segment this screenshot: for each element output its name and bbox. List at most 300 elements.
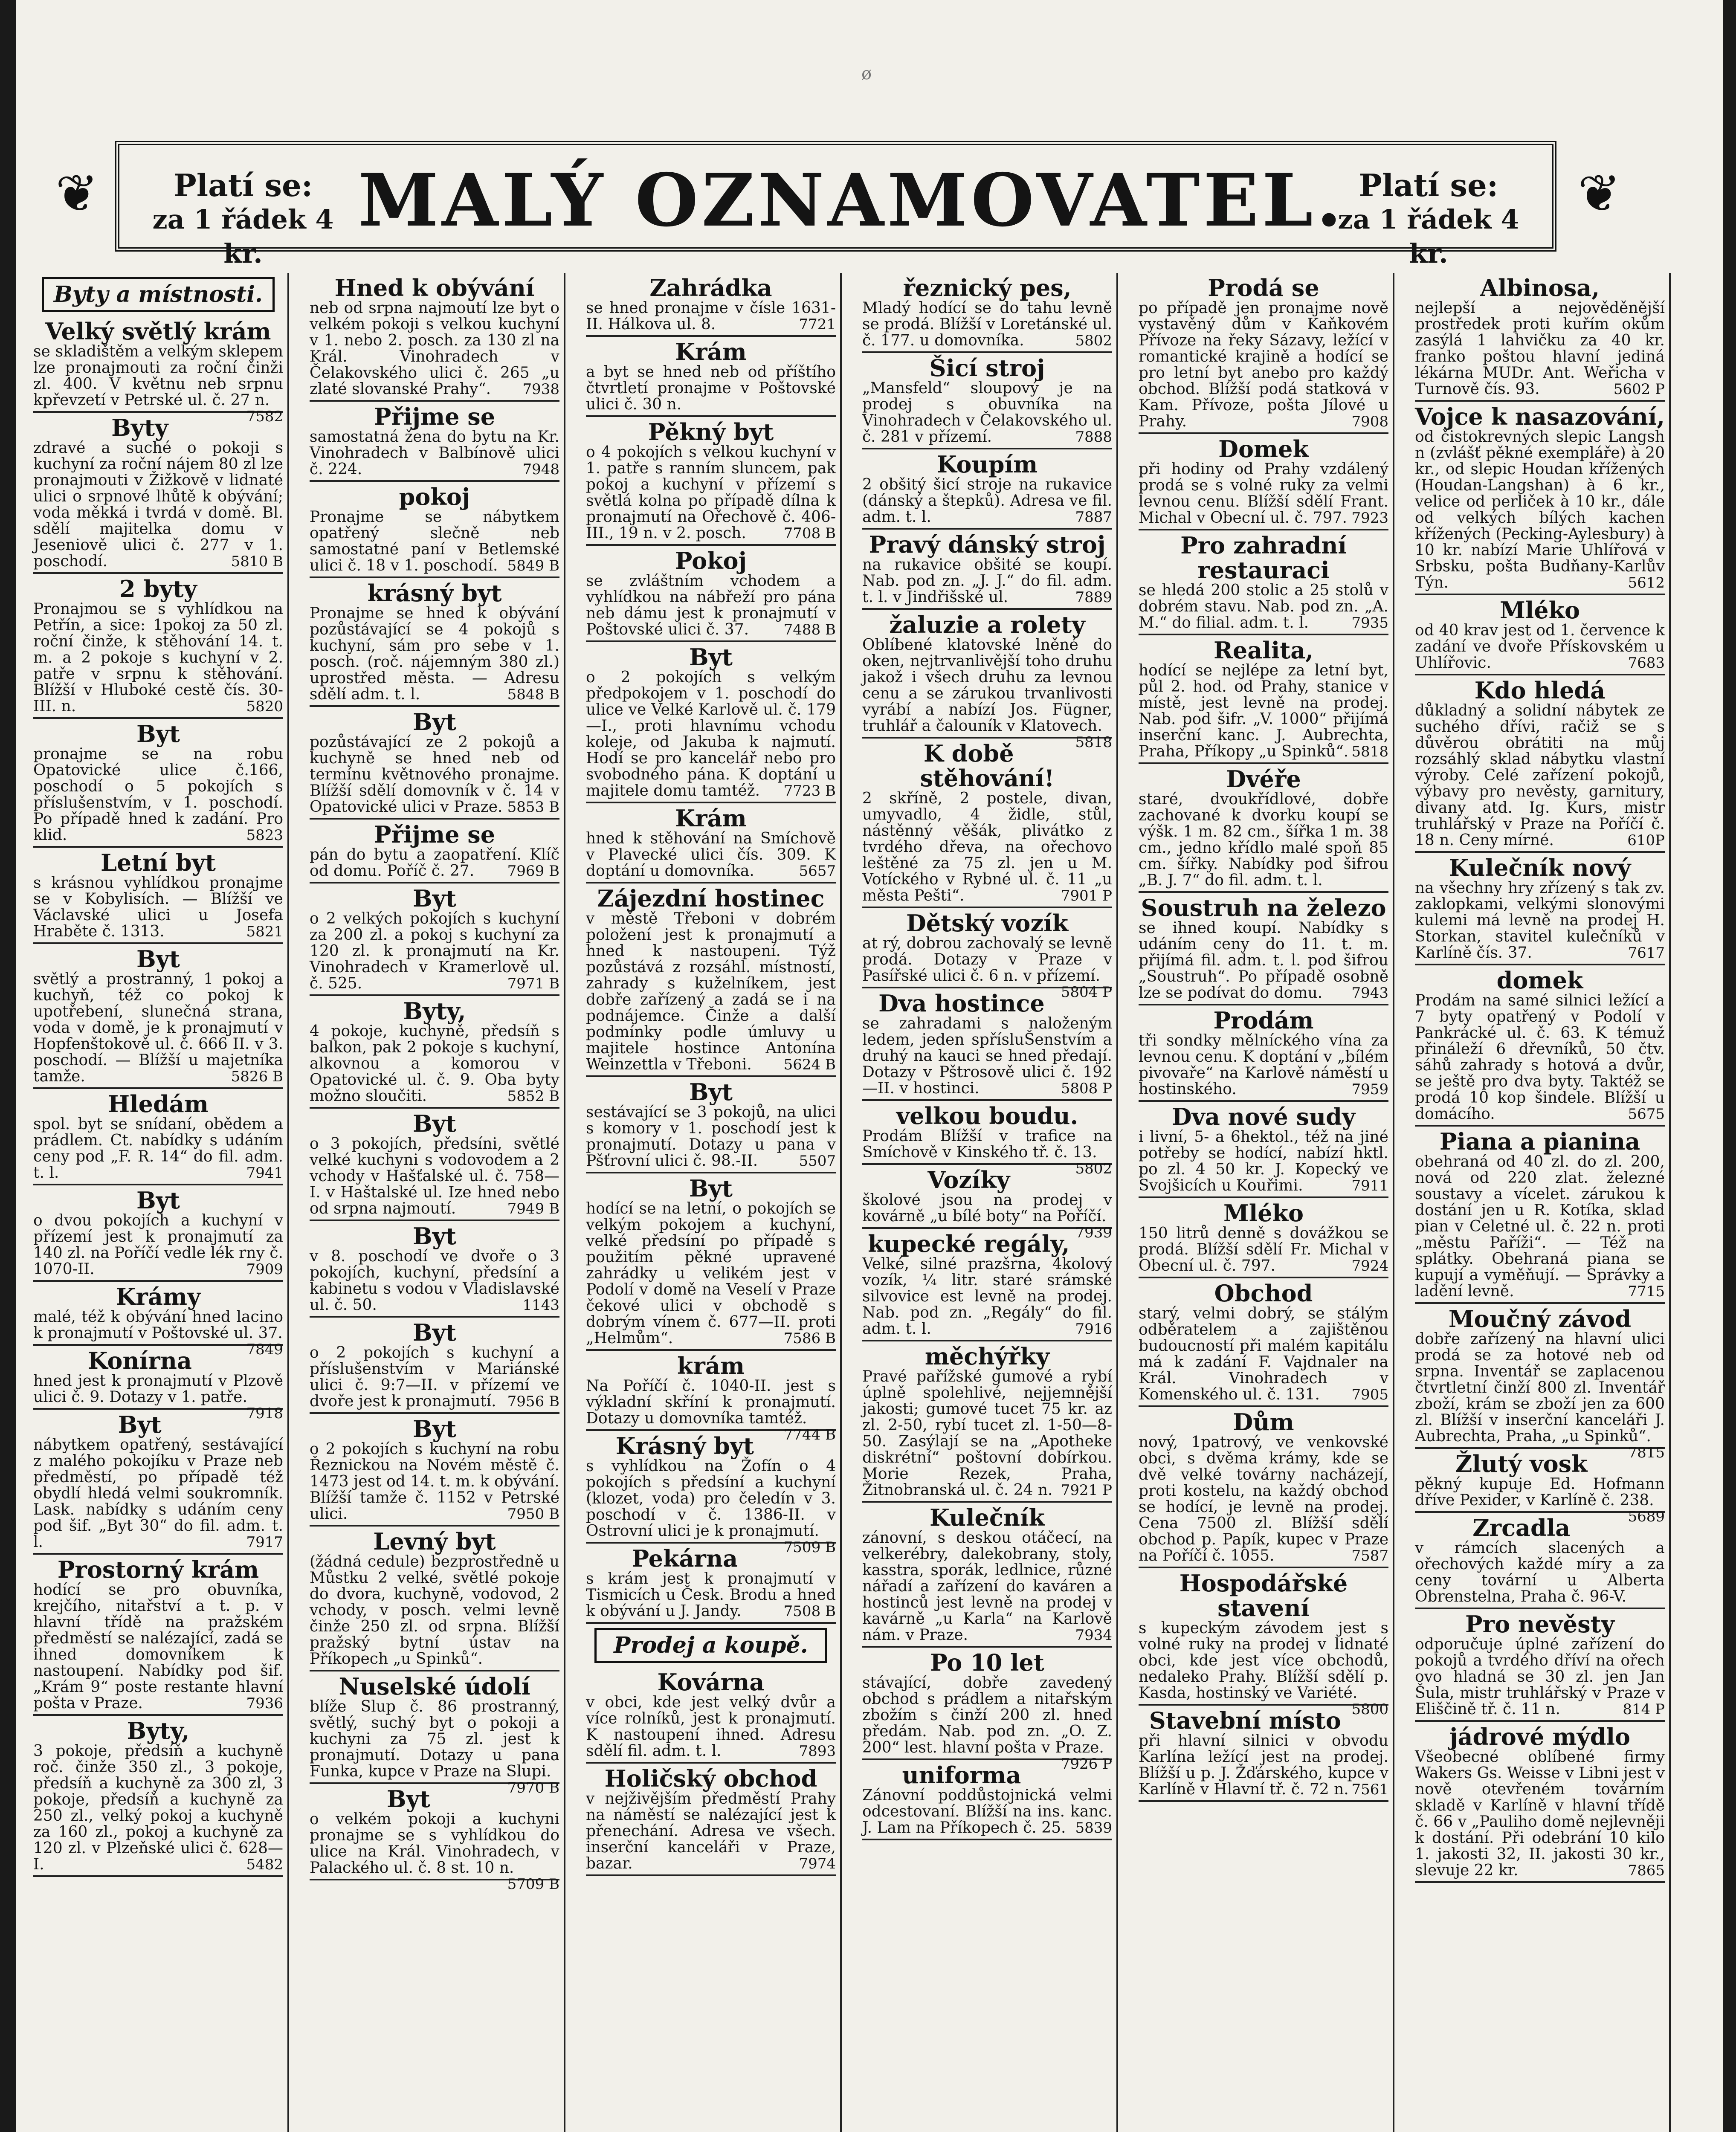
ad-title: Kovárna — [657, 1669, 765, 1696]
ad-title: Prodám — [1213, 1007, 1314, 1034]
ad-title: Byt — [413, 1415, 456, 1443]
section-heading: Prodej a koupě. — [594, 1628, 827, 1663]
ad-number: 7941 — [246, 1164, 283, 1182]
ad-text: Pronajme se nábytkem opatřený slečně neb samostatné paní v Betlemské ulici č. 18 v 1. poschodí. 5849 B — [310, 508, 559, 574]
ad-text: samostatná žena do bytu na Kr. Vinohradech v Balbínově ulici č. 224. 7948 — [310, 428, 559, 478]
ad-text: (žádná cedule) bezprostředně u Můstku 2 velké, světlé pokoje do dvora, kuchyně, vodovod, 2 vchody, v posch. velmi levně činže 250 zl. od srpna. Blížší pražský bytní ústav na Příkopech „u Spinků“. — [310, 1553, 559, 1668]
ad-number: 7950 B — [507, 1506, 559, 1523]
ad-text: pozůstávající ze 2 pokojů a kuchyně se hned neb od termínu květnového pronajme. Blížší sdělí domovník v č. 14 v Opatovické ulici v Praze. 5853 B — [310, 733, 559, 816]
ad-title: Albinosa, — [1480, 274, 1600, 301]
ad-number: 7948 — [522, 461, 559, 478]
classified-ad — [586, 337, 836, 417]
ad-text: nový, 1patrový, ve venkovské obci, s dvěma krámy, kde se dvě velké továrny nacházejí, proti kostelu, na každý obchod se hodící, je levně na prodej. Cena 7500 zl. Blížší sdělí obchod p. Papík, kupec v Praze na Poříčí č. 1055. 7587 — [1139, 1434, 1388, 1564]
ad-title: Byt — [136, 720, 180, 747]
ad-title: Velký světlý krám — [45, 318, 271, 345]
classified-ad — [1139, 1568, 1388, 1718]
ad-text: se hledá 200 stolic a 25 stolů v dobrém stavu. Nab. pod zn. „A. M.“ do filial. adm. t. l. 7935 — [1139, 582, 1388, 631]
classified-ad — [586, 417, 836, 546]
price-note-left-line2: za 1 řádek 4 kr. — [152, 204, 334, 269]
ad-text: světlý a prostranný, 1 pokoj a kuchyň, též co pokoj k upotřebení, slunečná strana, voda v domě, je k pronajmutí v Hopfenštokově ul. č. 666 II. v 3. poschodí. — Blížší u majetníka tamže. 5826 B — [33, 970, 283, 1085]
ad-title: Byt — [386, 1785, 430, 1813]
ad-number: 7561 — [1351, 1781, 1388, 1798]
classified-ad — [310, 884, 559, 996]
ad-title: Byty, — [127, 1717, 190, 1744]
ad-number: 5689 — [1628, 1508, 1665, 1525]
classified-ad — [586, 1764, 836, 1876]
classified-ad — [33, 316, 283, 425]
classified-ad — [586, 546, 836, 642]
ad-text: Oblíbené klatovské lněné do oken, nejtrvanlivější toho druhu jakož i všech druhu za levnou cenu a se zárukou trvanlivosti vyrábí a nabízí Jos. Fügner, truhlář a čalouník v Klatovech. 5818 — [862, 636, 1112, 751]
ad-title: Vojce k nasazování, — [1415, 403, 1665, 430]
ad-title: Mléko — [1223, 1199, 1304, 1227]
ad-title: Byt — [136, 1187, 180, 1214]
ad-text: se zvláštním vchodem a vyhlídkou na nábřeží pro pána neb dámu jest k pronajmutí v Poštovské ulici č. 37. 7488 B — [586, 572, 836, 638]
ad-number: 7911 — [1351, 1177, 1388, 1194]
right-ornament-icon: ❦ — [1578, 164, 1621, 223]
classified-ad — [310, 1527, 559, 1671]
classified-ad — [33, 1346, 283, 1422]
ad-text: nábytkem opatřený, sestávající z malého pokojíku v Praze neb předměstí, po případě též obydlí hledá velmi soukromník. Lask. nabídky s udáním ceny pod šif. „Byt 30“ do fil. adm. t. l. 7917 — [33, 1436, 283, 1551]
classified-ad — [1415, 1127, 1665, 1304]
ad-title: Nuselské údolí — [339, 1673, 530, 1700]
ad-number: 7708 B — [783, 525, 836, 542]
ad-number: 7865 — [1628, 1862, 1665, 1879]
ad-text: Pravé pařížské gumové a rybí úplně spolehlivé, nejjemnější jakosti; gumové tucet 75 kr. az zl. 2-50, rybí tucet zl. 1-50—8-50. Zasýlají se na „Apotheke diskrétní“ poštovní dobírkou. Morie Rezek, Praha, Žitnobranská ul. č. 24 n. 7921 P — [862, 1368, 1112, 1499]
ad-number: 5709 B — [507, 1876, 559, 1893]
ad-number: 7909 — [246, 1261, 283, 1278]
ad-text: odporučuje úplné zařízení do pokojů a tvrdého dříví na ořech ovo hladná se 30 zl. jen Jan Šula, mistr truhlářský v Praze v Eliščině tř. č. 11 n. 814 P — [1415, 1636, 1665, 1718]
classified-ad — [33, 413, 283, 574]
classified-ad — [862, 1165, 1112, 1241]
ad-number: 5507 — [799, 1153, 836, 1170]
classified-ad — [1415, 1304, 1665, 1461]
ad-title: Byty — [111, 414, 168, 441]
ad-title: Vozíky — [927, 1166, 1010, 1193]
ad-number: 7916 — [1075, 1321, 1112, 1338]
ad-text: spol. byt se snídaní, obědem a prádlem. Ct. nabídky s udáním ceny pod „F. R. 14“ do fil. adm. t. l. 7941 — [33, 1115, 283, 1182]
ad-text: na všechny hry zřízený s tak zv. zaklopkami, velkými slonovými kulemi má levně na prodej H. Storkan, stavitel kulečníků v Karlíně čís. 37. 7617 — [1415, 879, 1665, 962]
classified-ad — [1139, 635, 1388, 764]
header-banner — [55, 141, 1621, 269]
ad-text: Pronajmou se s vyhlídkou na Petřín, a sice: 1pokoj za 50 zl. roční činže, k stěhování 14. t. m. a 2 pokoje s kuchyní v 2. patře v srpnu k stěhování. Blížší v Hluboké cestě čís. 30-III. n. 5820 — [33, 600, 283, 715]
ad-text: starý, velmi dobrý, se stálým odběratelem a zajištěnou budoucností při malém kapitálu má k zadání F. Vajdnaler na Král. Vinohradech v Komenského ul. č. 131. 7905 — [1139, 1305, 1388, 1403]
ad-number: 5818 — [1351, 743, 1388, 760]
column-1 — [29, 273, 289, 2132]
ad-number: 7587 — [1351, 1547, 1388, 1564]
ad-title: Dvéře — [1226, 765, 1301, 793]
page-mark: ø — [861, 64, 872, 84]
ad-title: Prostorný krám — [57, 1556, 259, 1583]
classified-ad — [862, 449, 1112, 530]
ad-number: 7908 — [1351, 413, 1388, 430]
ad-text: o 2 pokojích s kuchyní a příslušenstvím v Mariánské ulici č. 9:7—II. v přízemí ve dvoře jest k pronajmutí. 7956 B — [310, 1344, 559, 1410]
ad-number: 5852 B — [507, 1088, 559, 1105]
ad-title: Pro nevěsty — [1465, 1611, 1614, 1638]
ad-text: hodící se na letní, o pokojích se velkým pokojem a kuchyní, velké předsíní po případě s použitím pěkné upravené zahrádky u velikém jest v Podolí v domě na Veselí v Praze čekové ulici v obchodě s dobrým vínem č. 677—II. proti „Helmům“. 7586 B — [586, 1200, 836, 1347]
ad-number: 5853 B — [507, 799, 559, 816]
classified-ad — [33, 944, 283, 1089]
ad-number: 7918 — [246, 1405, 283, 1422]
ad-text: pán do bytu a zaopatření. Klíč od domu. Poříč č. 27. 7969 B — [310, 846, 559, 880]
classified-ad — [586, 642, 836, 803]
ad-number: 7959 — [1351, 1081, 1388, 1098]
ad-title: měchýřky — [925, 1343, 1050, 1370]
classified-ad — [1139, 434, 1388, 530]
ad-number: 7617 — [1628, 944, 1665, 962]
ad-number: 7921 P — [1061, 1482, 1112, 1499]
classified-ad — [1415, 273, 1665, 402]
classified-columns — [29, 273, 1684, 2132]
ad-text: o 2 velkých pokojích s kuchyní za 200 zl. a pokoj s kuchyní za 120 zl. k pronajmutí na Kr. Vinohradech v Kramerlově ul. č. 525. 7971 B — [310, 910, 559, 992]
ad-text: po případě jen pronajme nově vystavěný dům v Kaňkovém Přívoze na řeky Sázavy, ležící v romantické krajině a hodící se pro letní byt anebo pro každý obchod. Blížší podá statková v Kam. Přívoze, pošta Jílové u Prahy. 7908 — [1139, 299, 1388, 430]
ad-title: žaluzie a rolety — [889, 611, 1085, 638]
classified-ad — [862, 530, 1112, 610]
ad-title: Byt — [413, 1222, 456, 1250]
ad-text: v 8. poschodí ve dvoře o 3 pokojích, kuchyní, předsíní a kabinetu s vodou v Vladislavské ul. č. 50. 1143 — [310, 1248, 559, 1314]
classified-ad — [1415, 965, 1665, 1127]
ad-text: neb od srpna najmoutí lze byt o velkém pokoji s velkou kuchyní v 1. nebo 2. posch. za 130 zl na Král. Vinohradech v Čelakovského ulici č. 265 „u zlaté slovanské Prahy“. 7938 — [310, 299, 559, 398]
ad-number: 7683 — [1628, 655, 1665, 672]
ad-number: 7938 — [522, 381, 559, 398]
classified-ad — [862, 273, 1112, 353]
ad-text: malé, též k obývání hned lacino k pronajmutí v Poštovské ul. 37. 7849 — [33, 1308, 283, 1358]
classified-ad — [33, 1555, 283, 1716]
classified-ad — [310, 1109, 559, 1221]
classified-ad — [586, 1431, 836, 1556]
ad-number: 5802 — [1075, 332, 1112, 349]
ad-text: při hlavní silnici v obvodu Karlína ležící jest na prodej. Blížší u p. J. Žďárského, kupce v Karlíně v Hlavní tř. č. 72 n. 7561 — [1139, 1732, 1388, 1798]
section-heading: Byty a místnosti. — [42, 277, 275, 312]
ad-title: Přijme se — [374, 403, 496, 430]
ad-text: 4 pokoje, kuchyně, předsíň s balkon, pak 2 pokoje s kuchyní, alkovnou a komorou v Opatovické ul. č. 9. Oba byty možno sloučiti. 5852 B — [310, 1023, 559, 1105]
ad-title: kupecké regály, — [868, 1230, 1070, 1257]
ad-number: 5820 — [246, 698, 283, 715]
ad-text: Zánovní poddůstojnická velmi odcestovaní. Blížší na ins. kanc. J. Lam na Příkopech č. 25. 5839 — [862, 1787, 1112, 1837]
ad-text: při hodiny od Prahy vzdálený prodá se s volné ruky za velmi levnou cenu. Blížší sdělí Frant. Michal v Obecní ul. č. 797. 7923 — [1139, 461, 1388, 527]
ad-number: 7969 B — [507, 863, 559, 880]
ad-number: 5823 — [246, 827, 283, 844]
ad-title: Hned k obývání — [334, 274, 535, 301]
ad-number: 5818 — [1075, 734, 1112, 751]
ad-number: 5849 B — [507, 557, 559, 574]
ad-text: se hned pronajme v čísle 1631-II. Hálkova ul. 8. 7721 — [586, 299, 836, 333]
classified-ad — [33, 1089, 283, 1185]
ad-title: krásný byt — [367, 579, 502, 607]
ad-title: K době stěhování! — [920, 740, 1055, 792]
ad-number: 610P — [1627, 832, 1665, 849]
ad-text: se skladištěm a velkým sklepem lze pronajmouti za roční činži zl. 400. V květnu neb srpnu kpřevzetí v Petrské ul. č. 27 n. 7582 — [33, 343, 283, 425]
ad-number: 5482 — [246, 1856, 283, 1873]
ad-number: 5826 B — [231, 1068, 283, 1085]
ad-title: Žlutý vosk — [1455, 1450, 1588, 1477]
classified-ad — [33, 574, 283, 719]
ad-text: na rukavice obšité se koupí. Nab. pod zn. „J. J.“ do fil. adm. t. l. v Jindřišské ul. 7889 — [862, 556, 1112, 606]
ad-title: Krám — [675, 805, 747, 832]
classified-ad — [310, 402, 559, 482]
classified-ad — [1139, 1278, 1388, 1407]
ad-number: 7893 — [799, 1743, 836, 1760]
ad-text: 150 litrů denně s dovážkou se prodá. Blížší sdělí Fr. Michal v Obecní ul. č. 797. 7924 — [1139, 1225, 1388, 1275]
classified-ad — [1415, 1449, 1665, 1525]
ad-number: 7715 — [1628, 1283, 1665, 1300]
ad-number: 7509 B — [783, 1539, 836, 1556]
classified-ad — [33, 719, 283, 848]
ad-text: důkladný a solidní nábytek ze suchého dřívi, račiž se s důvěrou obrátiti na můj rozsáhlý sklad nábytku vlastní výroby. Celé zařízení pokojů, výbavy pro nevěsty, garnitury, divany atd. Ig. Kurs, mistr truhlářský v Praze na Poříčí č. 18 n. Ceny mírné. 610P — [1415, 702, 1665, 849]
column-4 — [858, 273, 1118, 2132]
ad-text: Mladý hodící se do tahu levně se prodá. Blížší v Loretánské ul. č. 177. u domovníka. 5802 — [862, 299, 1112, 349]
classified-ad — [33, 848, 283, 944]
ad-title: Pokoj — [675, 547, 747, 574]
classified-ad — [33, 1282, 283, 1358]
classified-ad — [862, 1101, 1112, 1177]
classified-ad — [310, 1221, 559, 1318]
ad-text: obehraná od 40 zl. do zl. 200, nová od 220 zlat. železné soustavy a vícelet. zárukou k dostání jen u R. Kotíka, sklad pian v Celetné ul. č. 22 n. proti „městu Paříži“. — Též na splátky. Obehraná piana se kupují a vyměňují. — Správky a ladění levně. 7715 — [1415, 1153, 1665, 1300]
classified-ad — [1139, 273, 1388, 434]
ad-number: 5808 P — [1061, 1080, 1112, 1097]
classified-ad — [862, 1503, 1112, 1648]
ad-title: Zájezdní hostinec — [597, 885, 825, 912]
ad-number: 5612 — [1628, 574, 1665, 591]
ad-text: se ihned koupí. Nabídky s udáním ceny do 11. t. m. přijímá fil. adm. t. l. pod šifrou „Soustruh“. Po případě osobně lze se podívat do domu. 7943 — [1139, 919, 1388, 1002]
ad-text: Všeobecné oblíbené firmy Wakers Gs. Weisse v Libni jest v nově otevřeném továrním skladě v Karlíně v hlavní třídě č. 66 v „Pauliho domě nejlevněji k dostání. Při odebrání 10 kilo 1. jakosti 32, II. jakosti 30 kr., slevuje 22 kr. 7865 — [1415, 1748, 1665, 1879]
ad-text: dobře zařízený na hlavní ulici prodá se za hotové neb od srpna. Inventář se zaplacenou čtvrtletní činží 800 zl. Inventář zboží, krám se zboží jen za 600 zl. Blížší v inserční kanceláři J. Aubrechta, Praha, „u Spinků“. 7815 — [1415, 1330, 1665, 1461]
left-page-edge — [0, 0, 16, 2132]
ad-title: Dva hostince — [878, 990, 1045, 1017]
newspaper-section-title: MALÝ OZNAMOVATEL. — [358, 158, 1345, 243]
column-6 — [1411, 273, 1671, 2132]
ad-text: školové jsou na prodej v kovárně „u bílé boty“ na Poříčí. 7939 — [862, 1191, 1112, 1241]
ad-text: v nejživějším předměstí Prahy na náměstí se nalézající jest k přenechání. Adresa ve všech. inserční kanceláři v Praze, bazar. 7974 — [586, 1790, 836, 1872]
ad-number: 7974 — [799, 1855, 836, 1872]
ad-title: Stavební místo — [1149, 1707, 1341, 1734]
price-note-right — [1318, 168, 1539, 271]
ad-number: 7849 — [246, 1341, 283, 1358]
ad-title: Byt — [689, 643, 733, 671]
column-3 — [582, 273, 842, 2132]
column-2 — [305, 273, 565, 2132]
ad-number: 5624 B — [783, 1056, 836, 1073]
classified-ad — [862, 908, 1112, 1001]
ad-number: 5804 P — [1061, 984, 1112, 1001]
ad-title: Holičský obchod — [604, 1765, 817, 1792]
ad-number: 5848 B — [507, 686, 559, 703]
classified-ad — [1139, 764, 1388, 893]
ad-text: Na Poříčí č. 1040-II. jest s výkladní skříní k pronajmutí. Dotazy u domovníka tamtéž. 7744 B — [586, 1377, 836, 1443]
ad-title: Byt — [118, 1411, 162, 1438]
ad-title: Byt — [413, 708, 456, 736]
classified-ad — [1139, 1407, 1388, 1568]
ad-title: Soustruh na železo — [1141, 894, 1386, 921]
ad-text: hned k stěhování na Smíchově v Plavecké ulici čís. 309. K doptání u domovníka. 5657 — [586, 830, 836, 880]
ad-title: Moučný závod — [1448, 1305, 1632, 1332]
classified-ad — [310, 273, 559, 402]
ad-number: 7943 — [1351, 985, 1388, 1002]
classified-ad — [1415, 595, 1665, 675]
ad-number: 7905 — [1351, 1386, 1388, 1403]
ad-title: jádrové mýdlo — [1449, 1723, 1631, 1750]
ad-title: Kulečník — [930, 1504, 1045, 1531]
ad-title: Hospodářské stavení — [1179, 1570, 1348, 1622]
ad-number: 7723 B — [783, 782, 836, 800]
ad-text: o 3 pokojích, předsíni, světlé velké kuchyni s vodovodem a 2 vchody v Hašťalské ul. č. 758—I. v Haštalské ul. Ize hned nebo od srpna najmoutí. 7949 B — [310, 1135, 559, 1217]
ad-text: Pronajme se hned k obývání pozůstávající se 4 pokojů s kuchyní, sám pro sebe v 1. posch. (roč. nájemným 380 zl.) uprostřed města. — Adresu sdělí adm. t. l. 5848 B — [310, 605, 559, 703]
classified-ad — [1139, 1198, 1388, 1278]
ad-number: 7970 B — [507, 1779, 559, 1796]
ad-text: od čistokrevných slepic Langsh n (zvlášť pěkné exempláře) à 20 kr., od slepic Houdan křížených (Houdan-Langshan) à 6 kr., velice od perliček à 10 kr., dále od velkých bílých kachen křížených (Pecking-Aylesbury) à 10 kr. nabízí Marie Uhlířová v Srbsku, pošta Budňany-Karlův Týn. 5612 — [1415, 428, 1665, 591]
ad-text: zánovní, s deskou otáčecí, na velkerébry, dalekobrany, stoly, kasstra, sporák, ledlnice, různé nářadí a zařízení do kaváren a hostinců jest levně na prodej v kavárně „u Karla“ na Karlově nám. v Praze. 7934 — [862, 1529, 1112, 1644]
ad-title: Byt — [413, 885, 456, 912]
ad-title: Šicí stroj — [929, 354, 1045, 382]
ad-title: Byt — [689, 1175, 733, 1202]
classified-ad — [1415, 1513, 1665, 1609]
classified-ad — [1415, 675, 1665, 853]
ad-title: 2 byty — [119, 575, 197, 603]
ad-text: v městě Třeboni v dobrém položení jest k pronajmutí a hned k nastoupení. Týž pozůstává z rozsáhl. místností, zahrady s kuželníkem, jest dobře zařízený a zadá se i na podnájemce. Činže a další podmínky podle úmluvy u majitele hostince Antonína Weinzettla v Třeboni. 5624 B — [586, 910, 836, 1073]
ad-number: 5602 P — [1613, 381, 1665, 398]
ad-title: řeznický pes, — [903, 274, 1072, 301]
ad-text: s vyhlídkou na Žofín o 4 pokojích s předsíní a kuchyní (klozet, voda) pro čeledín v 3. poschodí v č. 1386-II. v Ostrovní ulici je k pronajmutí. 7509 B — [586, 1457, 836, 1556]
ad-title: Konírna — [87, 1347, 192, 1374]
ad-title: Obchod — [1214, 1280, 1313, 1307]
ad-title: Koupím — [936, 451, 1038, 478]
ad-number: 1143 — [522, 1297, 559, 1314]
classified-ad — [586, 1667, 836, 1764]
classified-ad — [862, 353, 1112, 449]
classified-ad — [1139, 893, 1388, 1005]
ad-number: 7971 B — [507, 975, 559, 992]
left-ornament-icon: ❦ — [55, 164, 99, 223]
classified-ad — [310, 996, 559, 1109]
classified-ad — [586, 1351, 836, 1443]
ad-number: 7936 — [246, 1695, 283, 1712]
ad-text: v rámcích slacených a ořechových každé míry a za ceny tovární u Alberta Obrenstelna, Praha č. 96-V. — [1415, 1539, 1665, 1605]
ad-number: 5657 — [799, 863, 836, 880]
ad-number: 7949 B — [507, 1200, 559, 1217]
ad-text: v obci, kde jest velký dvůr a více rolníků, jest k pronajmutí. K nastoupení ihned. Adresu sdělí fil. adm. t. l. 7893 — [586, 1694, 836, 1760]
ad-text: od 40 krav jest od 1. července k zadání ve dvoře Přískovském u Uhlířovic. 7683 — [1415, 622, 1665, 672]
ad-number: 7488 B — [783, 621, 836, 638]
ad-title: Mléko — [1499, 597, 1580, 624]
ad-title: Letní byt — [101, 849, 216, 876]
ad-number: 7939 — [1075, 1224, 1112, 1241]
classified-ad — [1139, 1706, 1388, 1802]
ad-number: 7901 P — [1061, 887, 1112, 904]
ad-text: o velkém pokoji a kuchyni pronajme se s vyhlídkou do ulice na Král. Vinohradech, v Palackého ul. č. 8 st. 10 n. 5709 B — [310, 1810, 559, 1893]
ad-text: hned jest k pronajmutí v Plzově ulici č. 9. Dotazy v 1. patře. 7918 — [33, 1372, 283, 1422]
ad-number: 7586 B — [783, 1330, 836, 1347]
ad-title: Realita, — [1214, 637, 1313, 664]
ad-title: Krámy — [116, 1283, 201, 1310]
classified-ad — [1415, 402, 1665, 595]
ad-title: Po 10 let — [930, 1649, 1044, 1676]
ad-number: 7744 B — [783, 1426, 836, 1443]
classified-ad — [586, 884, 836, 1077]
ad-title: Byty, — [403, 997, 466, 1025]
classified-ad — [33, 1185, 283, 1282]
classified-ad — [310, 1318, 559, 1414]
ad-title: Pravý dánský stroj — [869, 531, 1106, 558]
ad-number: 7582 — [246, 408, 283, 425]
ad-text: o 2 pokojích s velkým předpokojem v 1. poschodí do ulice ve Velké Karlově ul. č. 179—I., proti hlavnímu vchodu koleje, od Jakuba k najmutí. Hodí se pro kancelář nebo pro svobodného pána. K doptání u majitele domu tamtéž. 7723 B — [586, 669, 836, 800]
classified-ad — [1139, 1005, 1388, 1102]
classified-ad — [862, 739, 1112, 908]
ad-text: 2 obšitý šicí stroje na rukavice (dánský a štepků). Adresa ve fil. adm. t. l. 7887 — [862, 476, 1112, 526]
classified-ad — [586, 1077, 836, 1173]
classified-ad — [1139, 1102, 1388, 1198]
ad-text: 3 pokoje, předsíň a kuchyně roč. činže 350 zl., 3 pokoje, předsíň a kuchyně za 300 zl, 3 pokoje, předsíň a kuchyně za 250 zl., velký pokoj a kuchyně za 160 zl., pokoj a kuchyně za 120 zl. v Plzeňské ulici č. 628—I. 5482 — [33, 1742, 283, 1873]
ad-title: velkou boudu. — [896, 1102, 1078, 1130]
ad-title: Pěkný byt — [648, 418, 774, 446]
ad-title: Pro zahradní restauraci — [1180, 532, 1347, 584]
ad-title: uniforma — [902, 1761, 1021, 1789]
ad-number: 7508 B — [783, 1603, 836, 1620]
ad-title: Zahrádka — [649, 274, 772, 301]
ad-text: Prodám Blížší v trafice na Smíchově v Kinského tř. č. 13. 5802 — [862, 1127, 1112, 1177]
ad-title: Dva nové sudy — [1171, 1103, 1356, 1130]
ad-text: s kupeckým závodem jest s volné ruky na prodej v lidnaté obci, kde jest více obchodů, nedaleko Prahy. Blížší sdělí p. Kasda, hostinský ve Variété. 5800 — [1139, 1619, 1388, 1718]
ad-text: s krásnou vyhlídkou pronajme se v Kobylisích. — Blížší ve Václavské ulici u Josefa Hraběte č. 1313. 5821 — [33, 874, 283, 940]
ad-title: Hledám — [108, 1090, 209, 1118]
classified-ad — [862, 1229, 1112, 1341]
price-note-left — [132, 168, 354, 271]
ad-title: Krám — [675, 338, 747, 365]
ad-text: pronajme se na robu Opatovické ulice č.166, poschodí o 5 pokojích s příslušenstvím, v 1. poschodí. Po případě hned k zadání. Pro klid. 5823 — [33, 745, 283, 844]
ad-number: 7888 — [1075, 429, 1112, 446]
ad-number: 7917 — [246, 1534, 283, 1551]
classified-ad — [862, 1341, 1112, 1503]
column-5 — [1134, 273, 1394, 2132]
ad-number: 5821 — [246, 923, 283, 940]
ad-number: 7815 — [1628, 1444, 1665, 1461]
classified-ad — [1415, 1609, 1665, 1722]
ad-title: Byt — [689, 1078, 733, 1106]
ad-text: a byt se hned neb od příštího čtvrtletí pronajme v Poštovské ulici č. 30 n. — [586, 363, 836, 413]
classified-ad — [586, 1173, 836, 1351]
ad-text: o 2 pokojích s kuchyní na robu Řeznickou na Novém městě č. 1473 jest od 14. t. m. k obývání. Blížší tamže č. 1152 v Petrské ulici. 7950 B — [310, 1440, 559, 1523]
ad-text: blíže Slup č. 86 prostranný, světlý, suchý byt o pokoji a kuchyni za 75 zl. jest k pronajmutí. Dotazy u pana Funka, kupce v Praze na Slupi. 7970 B — [310, 1698, 559, 1796]
ad-text: sestávající se 3 pokojů, na ulici s komory v 1. poschodí jest k pronajmutí. Dotazy u pana v Pšťrovní ulici č. 98.-II. 5507 — [586, 1104, 836, 1170]
ad-number: 7721 — [799, 316, 836, 333]
ad-title: Kulečník nový — [1449, 854, 1631, 881]
classified-ad — [310, 820, 559, 884]
price-note-left-line1: Platí se: — [173, 167, 313, 203]
ad-number: 7935 — [1351, 614, 1388, 631]
ad-text: staré, dvoukřídlové, dobře zachované k dvorku koupí se výšk. 1 m. 82 cm., šířka 1 m. 38 cm., jedno křídlo malé spoň 85 cm. šířky. Nabídky pod šifrou „B. J. 7“ do fil. adm. t. l. — [1139, 791, 1388, 889]
ad-text: s krám jest k pronajmutí v Tismicích u Česk. Brodu a hned k obývání u J. Jandy. 7508 B — [586, 1570, 836, 1620]
ad-title: Krásný byt — [615, 1432, 754, 1460]
ad-title: Kdo hledá — [1474, 677, 1606, 704]
ad-number: 5839 — [1075, 1819, 1112, 1837]
ad-title: krám — [677, 1352, 745, 1379]
ad-text: hodící se pro obuvníka, krejčího, nitařství a t. p. v hlavní třídě na pražském předměstí se nalézající, zadá se ihned domovníkem k nastoupení. Nabídky pod šif. „Krám 9“ poste restante hlavní pošta v Praze. 7936 — [33, 1581, 283, 1712]
classified-ad — [33, 1716, 283, 1877]
classified-ad — [862, 610, 1112, 751]
ad-number: 7923 — [1351, 510, 1388, 527]
ad-title: Byt — [136, 945, 180, 973]
classified-ad — [586, 273, 836, 337]
classified-ad — [310, 707, 559, 820]
ad-text: nejlepší a nejověděnější prostředek proti kuřím okům zasýlá 1 lahvičku za 40 kr. franko poštou hlavní jediná lékárna MUDr. Ant. Weřicha v Turnově čís. 93. 5602 P — [1415, 299, 1665, 398]
classified-ad — [310, 1414, 559, 1527]
ad-number: 5810 B — [231, 553, 283, 570]
ad-text: Velké, silné prazšrna, 4kolový vozík, ¼ litr. staré srámské silvovice est levně na prodej. Nab. pod zn. „Regály“ do fil. adm. t. l. 7916 — [862, 1255, 1112, 1338]
ad-title: domek — [1496, 967, 1583, 994]
classified-ad — [310, 482, 559, 578]
classified-ad — [586, 803, 836, 884]
ad-text: o 4 pokojích s velkou kuchyní v 1. patře s ranním sluncem, pak pokoj a kuchyní v přízemí s světlá kolna po případě dílna k pronajmutí na Ořechově č. 406-III., 19 n. v 2. posch. 7708 B — [586, 443, 836, 542]
ad-title: Prodá se — [1208, 274, 1319, 301]
ad-text: 2 skříně, 2 postele, divan, umyvadlo, 4 židle, stůl, nástěnný věšák, plivátko z tvrdého dřeva, na ořechovo leštěné za 75 zl. jen u M. Votíckého v Rybné ul. č. 11 „u města Pešti“. 7901 P — [862, 790, 1112, 904]
